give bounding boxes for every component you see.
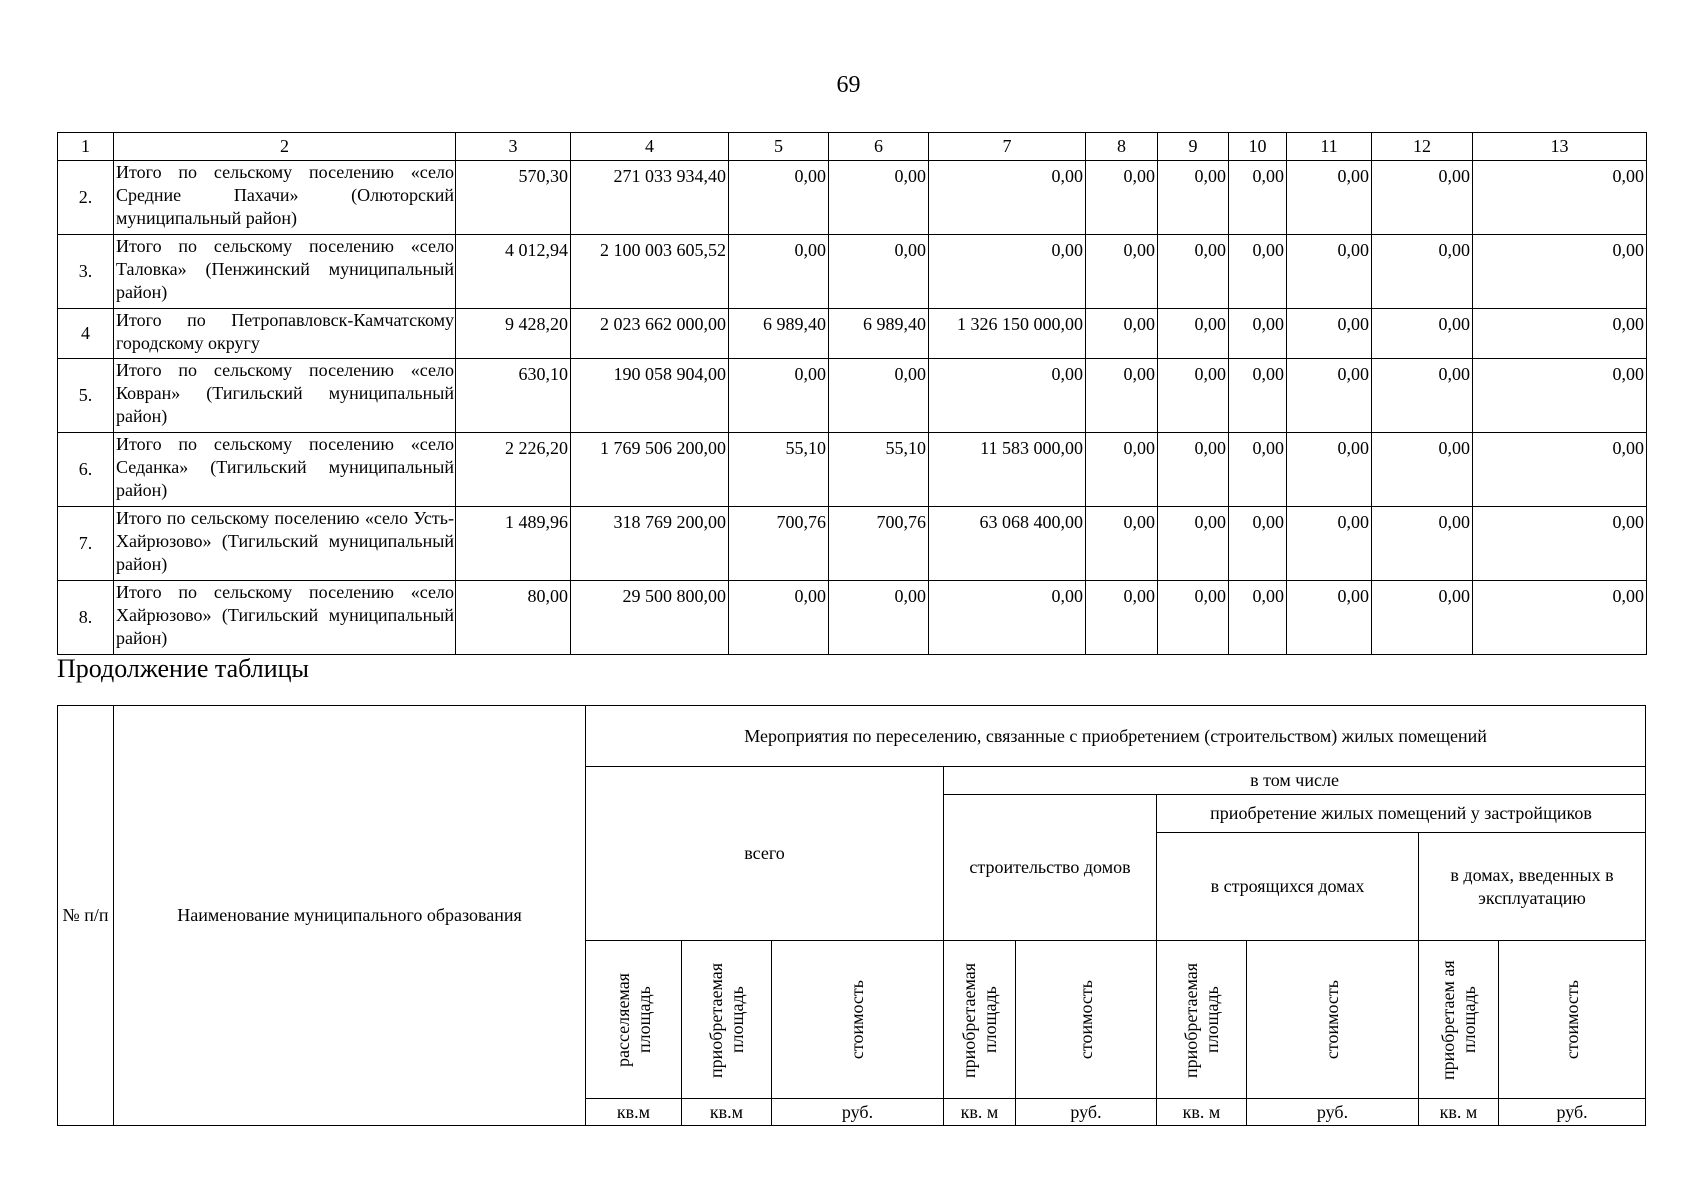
total-header: всего <box>586 767 944 941</box>
value-cell: 6 989,40 <box>829 309 929 359</box>
value-cell: 0,00 <box>1287 161 1372 235</box>
col-number-header: № п/п <box>58 706 114 1126</box>
value-cell: 0,00 <box>1086 507 1158 581</box>
value-cell: 0,00 <box>929 161 1086 235</box>
value-cell: 1 489,96 <box>456 507 571 581</box>
value-cell: 0,00 <box>1229 507 1287 581</box>
value-cell: 570,30 <box>456 161 571 235</box>
column-number-cell: 3 <box>456 133 571 161</box>
value-cell: 1 769 506 200,00 <box>571 433 729 507</box>
unit-cell: кв.м <box>682 1099 772 1126</box>
value-cell: 0,00 <box>829 359 929 433</box>
unit-cell: кв.м <box>586 1099 682 1126</box>
subheader-cell <box>1016 941 1157 1099</box>
subheader-label: стоимость <box>1075 979 1096 1060</box>
subheader-cell <box>1419 941 1499 1099</box>
unit-cell: руб. <box>1499 1099 1646 1126</box>
municipality-name: Итого по сельскому поселению «село Усть-Хайрюзово» (Тигильский муниципальный район) <box>114 507 456 581</box>
col-name-header: Наименование муниципального образования <box>114 706 586 1126</box>
value-cell: 0,00 <box>1086 433 1158 507</box>
value-cell: 0,00 <box>729 581 829 655</box>
value-cell: 271 033 934,40 <box>571 161 729 235</box>
value-cell: 2 100 003 605,52 <box>571 235 729 309</box>
row-number: 5. <box>58 359 114 433</box>
table-row <box>58 359 1647 433</box>
including-header: в том числе <box>944 767 1646 795</box>
value-cell: 0,00 <box>1473 235 1647 309</box>
value-cell: 0,00 <box>1473 507 1647 581</box>
municipality-name: Итого по сельскому поселению «село Средние Пахачи» (Олюторский муниципальный район) <box>114 161 456 235</box>
column-number-cell: 9 <box>1158 133 1229 161</box>
commissioned-header: в домах, введенных в эксплуатацию <box>1419 833 1646 941</box>
value-cell: 0,00 <box>1287 433 1372 507</box>
value-cell: 2 023 662 000,00 <box>571 309 729 359</box>
unit-cell: кв. м <box>944 1099 1016 1126</box>
value-cell: 0,00 <box>1229 581 1287 655</box>
municipality-name: Итого по сельскому поселению «село Седанка» (Тигильский муниципальный район) <box>114 433 456 507</box>
subheader-label: стоимость <box>1322 979 1342 1060</box>
subheader-label: расселяемая площадь <box>612 972 654 1067</box>
row-number: 8. <box>58 581 114 655</box>
row-number: 4 <box>58 309 114 359</box>
subheader-cell <box>586 941 682 1099</box>
value-cell: 0,00 <box>1086 161 1158 235</box>
value-cell: 0,00 <box>1158 309 1229 359</box>
value-cell: 0,00 <box>1372 581 1473 655</box>
subheader-cell <box>772 941 944 1099</box>
value-cell: 55,10 <box>829 433 929 507</box>
value-cell: 6 989,40 <box>729 309 829 359</box>
value-cell: 9 428,20 <box>456 309 571 359</box>
value-cell: 0,00 <box>1287 507 1372 581</box>
value-cell: 63 068 400,00 <box>929 507 1086 581</box>
subheader-label: приобретаемая площадь <box>958 962 1000 1078</box>
value-cell: 0,00 <box>1287 235 1372 309</box>
value-cell: 0,00 <box>1086 309 1158 359</box>
municipality-name: Итого по Петропавловск-Камчатскому городскому округу <box>114 309 456 359</box>
value-cell: 700,76 <box>729 507 829 581</box>
subheader-label: приобретаемая площадь <box>705 962 747 1078</box>
value-cell: 0,00 <box>1229 433 1287 507</box>
column-number-cell: 12 <box>1372 133 1473 161</box>
continuation-caption: Продолжение таблицы <box>57 654 309 683</box>
value-cell: 80,00 <box>456 581 571 655</box>
column-number-cell: 7 <box>929 133 1086 161</box>
under-construction-header: в строящихся домах <box>1157 833 1419 941</box>
unit-cell: кв. м <box>1157 1099 1247 1126</box>
group-title-header: Мероприятия по переселению, связанные с приобретением (строительством) жилых помещений <box>586 706 1646 767</box>
top-data-table <box>57 132 1647 655</box>
value-cell: 0,00 <box>1086 359 1158 433</box>
column-number-row <box>58 133 1647 161</box>
value-cell: 0,00 <box>1287 309 1372 359</box>
column-number-cell: 6 <box>829 133 929 161</box>
construction-header: строительство домов <box>944 795 1157 941</box>
value-cell: 190 058 904,00 <box>571 359 729 433</box>
value-cell: 0,00 <box>829 235 929 309</box>
unit-cell: руб. <box>1247 1099 1419 1126</box>
value-cell: 0,00 <box>729 161 829 235</box>
value-cell: 0,00 <box>1372 507 1473 581</box>
value-cell: 0,00 <box>929 235 1086 309</box>
subheader-cell <box>944 941 1016 1099</box>
row-number: 3. <box>58 235 114 309</box>
value-cell: 0,00 <box>1473 161 1647 235</box>
value-cell: 318 769 200,00 <box>571 507 729 581</box>
municipality-name: Итого по сельскому поселению «село Хайрюзово» (Тигильский муниципальный район) <box>114 581 456 655</box>
value-cell: 0,00 <box>1372 161 1473 235</box>
unit-cell: руб. <box>772 1099 944 1126</box>
subheader-label: стоимость <box>847 979 867 1060</box>
column-number-cell: 1 <box>58 133 114 161</box>
value-cell: 0,00 <box>729 359 829 433</box>
subheader-cell <box>1247 941 1419 1099</box>
table-row <box>58 507 1647 581</box>
subheader-label: стоимость <box>1561 979 1582 1060</box>
subheader-cell <box>1157 941 1247 1099</box>
value-cell: 2 226,20 <box>456 433 571 507</box>
value-cell: 0,00 <box>1229 161 1287 235</box>
value-cell: 0,00 <box>1158 433 1229 507</box>
row-number: 2. <box>58 161 114 235</box>
value-cell: 0,00 <box>1287 581 1372 655</box>
unit-cell: руб. <box>1016 1099 1157 1126</box>
value-cell: 1 326 150 000,00 <box>929 309 1086 359</box>
value-cell: 0,00 <box>1086 235 1158 309</box>
value-cell: 55,10 <box>729 433 829 507</box>
subheader-cell <box>682 941 772 1099</box>
page-number: 69 <box>836 72 861 98</box>
table-row <box>58 581 1647 655</box>
table-row <box>58 309 1647 359</box>
municipality-name: Итого по сельскому поселению «село Ковран» (Тигильский муниципальный район) <box>114 359 456 433</box>
column-number-cell: 13 <box>1473 133 1647 161</box>
value-cell: 0,00 <box>1158 507 1229 581</box>
value-cell: 0,00 <box>1372 433 1473 507</box>
column-number-cell: 4 <box>571 133 729 161</box>
row-number: 7. <box>58 507 114 581</box>
value-cell: 0,00 <box>1473 309 1647 359</box>
value-cell: 0,00 <box>1158 235 1229 309</box>
table-row <box>58 433 1647 507</box>
value-cell: 0,00 <box>829 161 929 235</box>
value-cell: 0,00 <box>1372 309 1473 359</box>
unit-cell: кв. м <box>1419 1099 1499 1126</box>
value-cell: 0,00 <box>1229 235 1287 309</box>
value-cell: 0,00 <box>929 359 1086 433</box>
column-number-cell: 8 <box>1086 133 1158 161</box>
value-cell: 0,00 <box>1287 359 1372 433</box>
column-number-cell: 2 <box>114 133 456 161</box>
value-cell: 0,00 <box>729 235 829 309</box>
value-cell: 630,10 <box>456 359 571 433</box>
table-row <box>58 235 1647 309</box>
value-cell: 0,00 <box>1473 433 1647 507</box>
value-cell: 0,00 <box>1158 161 1229 235</box>
value-cell: 0,00 <box>1372 235 1473 309</box>
value-cell: 4 012,94 <box>456 235 571 309</box>
value-cell: 700,76 <box>829 507 929 581</box>
value-cell: 0,00 <box>1473 581 1647 655</box>
purchase-header: приобретение жилых помещений у застройщиков <box>1157 795 1646 833</box>
row-number: 6. <box>58 433 114 507</box>
column-number-cell: 5 <box>729 133 829 161</box>
column-number-cell: 10 <box>1229 133 1287 161</box>
value-cell: 0,00 <box>1372 359 1473 433</box>
municipality-name: Итого по сельскому поселению «село Таловка» (Пенжинский муниципальный район) <box>114 235 456 309</box>
bottom-header-table <box>57 705 1646 1126</box>
value-cell: 0,00 <box>1473 359 1647 433</box>
subheader-cell <box>1499 941 1646 1099</box>
value-cell: 0,00 <box>1229 309 1287 359</box>
value-cell: 29 500 800,00 <box>571 581 729 655</box>
table-row <box>58 161 1647 235</box>
value-cell: 0,00 <box>1086 581 1158 655</box>
value-cell: 0,00 <box>829 581 929 655</box>
value-cell: 0,00 <box>1158 359 1229 433</box>
subheader-label: приобретаемая площадь <box>1180 962 1222 1078</box>
value-cell: 0,00 <box>1229 359 1287 433</box>
value-cell: 11 583 000,00 <box>929 433 1086 507</box>
column-number-cell: 11 <box>1287 133 1372 161</box>
subheader-label: приобретаем ая площадь <box>1437 959 1479 1080</box>
value-cell: 0,00 <box>929 581 1086 655</box>
value-cell: 0,00 <box>1158 581 1229 655</box>
